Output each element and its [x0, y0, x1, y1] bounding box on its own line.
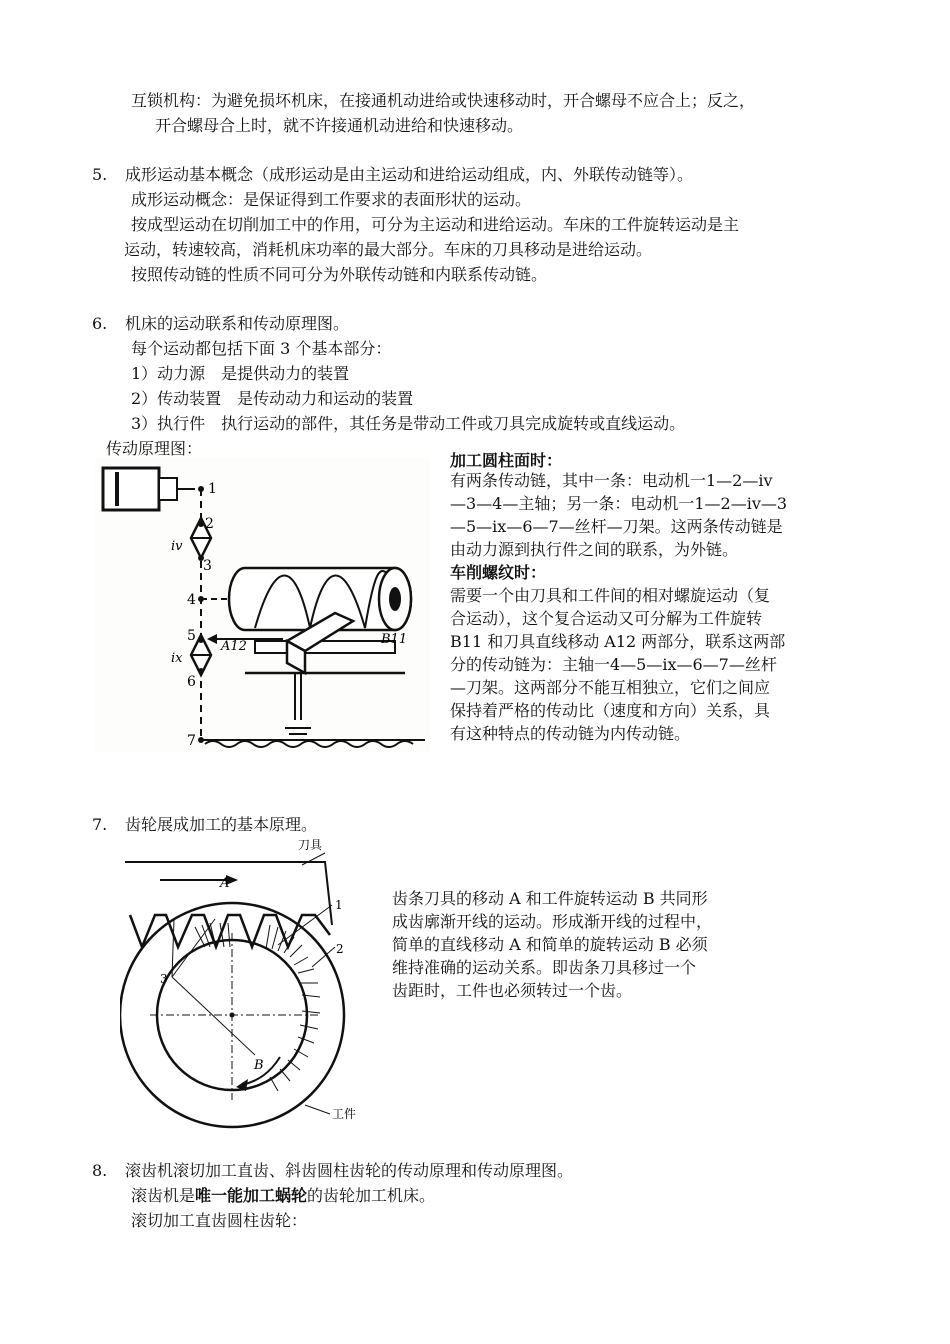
transmission-principle-figure	[95, 458, 430, 753]
transmission-principle-svg	[95, 458, 430, 753]
node-label-5: 5	[187, 628, 196, 644]
section-7-number: 7.	[92, 815, 108, 834]
section-8-para-2: 滚切加工直齿圆柱齿轮：	[131, 1211, 308, 1230]
gear-generation-svg	[120, 835, 370, 1130]
workpiece-label: 工件	[332, 1107, 357, 1121]
thread-heading: 车削螺纹时：	[450, 563, 547, 582]
thread-text-5: —刀架。这两部分不能互相独立，它们之间应	[450, 678, 771, 697]
b11-label: B11	[381, 632, 408, 647]
section-5-number: 5.	[92, 165, 108, 184]
fig2-label-1: 1	[335, 898, 343, 912]
cylinder-text-4: 由动力源到执行件之间的联系，为外链。	[450, 540, 739, 559]
fig2-label-2: 2	[336, 942, 344, 956]
node-label-7: 7	[187, 733, 196, 749]
cylinder-text-2: —3—4—主轴；另一条：电动机一1—2—iv—3	[450, 494, 788, 513]
section-5-para-3: 按照传动链的性质不同可分为外联传动链和内联系传动链。	[131, 265, 548, 284]
section-8-title: 滚齿机滚切加工直齿、斜齿圆柱齿轮的传动原理和传动原理图。	[125, 1161, 574, 1180]
motion-a-label: A	[220, 876, 230, 891]
generation-text-5: 齿距时，工件也必须转过一个齿。	[392, 981, 633, 1000]
section-8-para-1	[131, 1185, 435, 1207]
cylinder-text-3: —5—ix—6—7—丝杆—刀架。这两条传动链是	[450, 517, 783, 536]
thread-text-1: 需要一个由刀具和工件间的相对螺旋运动（复	[450, 586, 771, 605]
section-7-title: 齿轮展成加工的基本原理。	[125, 815, 318, 834]
section-6-list-3: 3）执行件 执行运动的部件，其任务是带动工件或刀具完成旋转或直线运动。	[131, 414, 686, 433]
section-5-para-1: 成形运动概念：是保证得到工作要求的表面形状的运动。	[131, 190, 532, 209]
section-6-para-1: 每个运动都包括下面 3 个基本部分：	[131, 339, 392, 358]
motion-b-label: B	[254, 1058, 264, 1073]
node-label-3: 3	[203, 558, 212, 574]
section-5-para-2a: 按成型运动在切削加工中的作用，可分为主运动和进给运动。车床的工件旋转运动是主	[131, 215, 740, 234]
section-5-title: 成形运动基本概念（成形运动是由主运动和进给运动组成，内、外联传动链等）。	[125, 165, 694, 184]
gear-generation-figure	[120, 835, 370, 1130]
section-6-title: 机床的运动联系和传动原理图。	[125, 314, 350, 333]
generation-text-4: 维持准确的运动关系。即齿条刀具移过一个	[392, 958, 697, 977]
section-8-number: 8.	[92, 1161, 108, 1180]
thread-text-4: 分的传动链为：主轴一4—5—ix—6—7—丝杆	[450, 655, 777, 674]
generation-text-1: 齿条刀具的移动 A 和工件旋转运动 B 共同形	[392, 889, 708, 908]
node-label-2: 2	[205, 516, 214, 532]
generation-text-2: 成齿廓渐开线的运动。形成渐开线的过程中，	[392, 912, 713, 931]
tool-label: 刀具	[298, 838, 323, 852]
thread-text-3: B11 和刀具直线移动 A12 两部分，联系这两部	[450, 632, 786, 651]
node-label-4: 4	[187, 592, 196, 608]
cylinder-heading: 加工圆柱面时：	[450, 451, 563, 470]
para-1-prefix: 滚齿机是	[131, 1186, 196, 1205]
generation-text-3: 简单的直线移动 A 和简单的旋转运动 B 必须	[392, 935, 708, 954]
iv-label: iv	[171, 539, 183, 554]
thread-text-2: 合运动），这个复合运动又可分解为工件旋转	[450, 609, 763, 628]
section-6-figure-caption: 传动原理图：	[106, 439, 203, 458]
interlock-line-2: 开合螺母合上时，就不许接通机动进给和快速移动。	[155, 116, 524, 135]
a12-label: A12	[221, 639, 247, 654]
para-1-suffix: 的齿轮加工机床。	[307, 1186, 436, 1205]
node-label-6: 6	[187, 674, 196, 690]
thread-text-7: 有这种特点的传动链为内传动链。	[450, 724, 691, 743]
section-6-number: 6.	[92, 314, 108, 333]
ix-label: ix	[171, 651, 183, 666]
motor-body	[103, 468, 159, 510]
thread-text-6: 保持着严格的传动比（速度和方向）关系，具	[450, 701, 771, 720]
section-6-list-1: 1）动力源 是提供动力的装置	[131, 364, 350, 383]
cylinder-text-1: 有两条传动链，其中一条：电动机一1—2—iv	[450, 471, 773, 490]
section-5-para-2b: 运动，转速较高，消耗机床功率的最大部分。车床的刀具移动是进给运动。	[124, 240, 653, 259]
interlock-line-1: 互锁机构：为避免损坏机床，在接通机动进给或快速移动时，开合螺母不应合上；反之，	[131, 91, 756, 110]
section-6-list-2: 2）传动装置 是传动动力和运动的装置	[131, 389, 414, 408]
node-label-1: 1	[208, 481, 217, 497]
para-1-emphasis: 唯一能加工蜗轮	[195, 1186, 308, 1205]
fig2-label-3: 3	[160, 972, 168, 986]
